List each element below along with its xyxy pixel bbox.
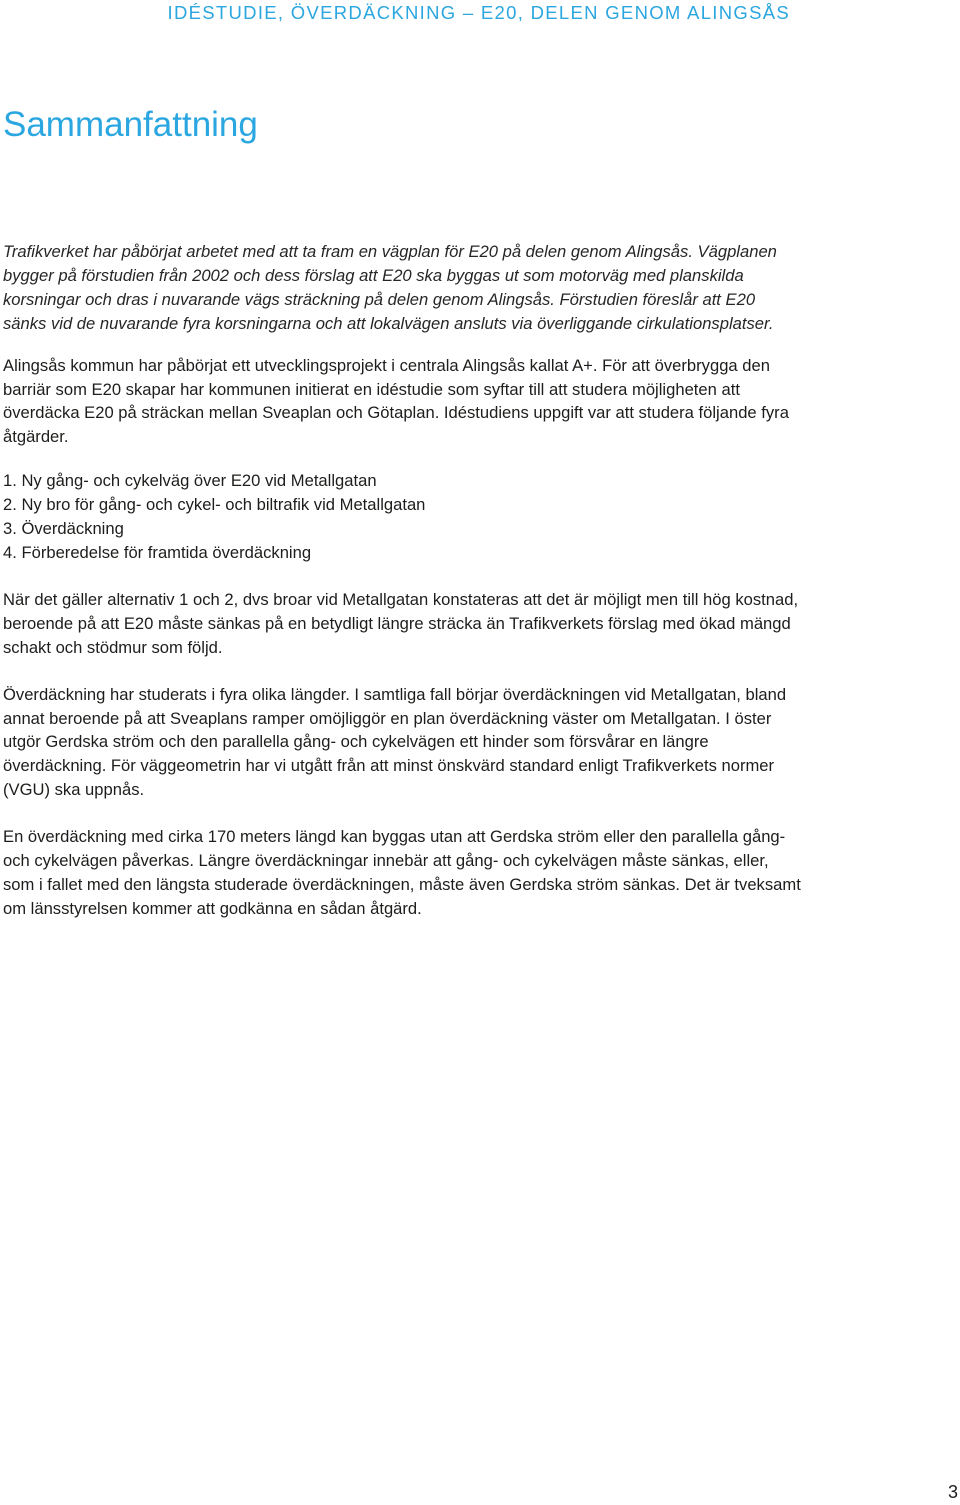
page-number: 3 [947, 1482, 958, 1502]
list-item: 1. Ny gång- och cykelväg över E20 vid Metallgatan [3, 471, 377, 491]
running-header: IDÉSTUDIE, ÖVERDÄCKNING – E20, DELEN GENOM ALINGSÅS [167, 2, 790, 23]
paragraph-bridge-alternatives: När det gäller alternativ 1 och 2, dvs broar vid Metallgatan konstateras att det är möjligt men till hög kostnad, beroende på att E20 måste sänkas på en betydligt längre sträcka än Trafikverkets förslag med ökad mängd schakt och stödmur som följd. [3, 589, 799, 657]
paragraph-decking-impact: En överdäckning med cirka 170 meters längd kan byggas utan att Gerdska ström eller den parallella gång- och cykelvägen påverkas. Längre överdäckningar innebär att gång- och cykelvägen måste sänkas, eller, som i fallet med den längsta studerade överdäckningen, måste även Gerdska ström sänkas. Det är tveksamt om länsstyrelsen kommer att godkänna en sådan åtgärd. [3, 827, 801, 918]
page-title: Sammanfattning [3, 105, 258, 144]
intro-paragraph: Trafikverket har påbörjat arbetet med att ta fram en vägplan för E20 på delen genom Alingsås. Vägplanen bygger på förstudien från 2002 och dess förslag att E20 ska byggas ut som motorväg med planskilda korsningar och dras i nuvarande vägs sträckning på delen genom Alingsås. Förstudien föreslår att E20 sänks vid de nuvarande fyra korsningarna och att lokalvägen ansluts via överliggande cirkulationsplatser. [3, 242, 777, 333]
measures-list [3, 469, 803, 565]
body-content [3, 240, 803, 944]
paragraph-decking-lengths: Överdäckning har studerats i fyra olika längder. I samtliga fall börjar överdäckningen vid Metallgatan, bland annat beroende på att Sveaplans ramper omöjliggör en plan överdäckning väster om Metallgatan. I öster utgör Gerdska ström och den parallella gång- och cykelvägen ett hinder som försvårar en längre överdäckning. För väggeometrin har vi utgått från att minst önskvärd standard enligt Trafikverkets normer (VGU) ska uppnås. [3, 684, 787, 800]
list-item: 4. Förberedelse för framtida överdäckning [3, 542, 312, 562]
list-item: 3. Överdäckning [3, 519, 124, 539]
list-item: 2. Ny bro för gång- och cykel- och biltrafik vid Metallgatan [3, 495, 426, 515]
paragraph-project-background: Alingsås kommun har påbörjat ett utvecklingsprojekt i centrala Alingsås kallat A+. För att överbrygga den barriär som E20 skapar har kommunen initierat en idéstudie som syftar till att studera möjligheten att överdäcka E20 på sträckan mellan Sveaplan och Götaplan. Idéstudiens uppgift var att studera följande fyra åtgärder. [3, 355, 789, 447]
